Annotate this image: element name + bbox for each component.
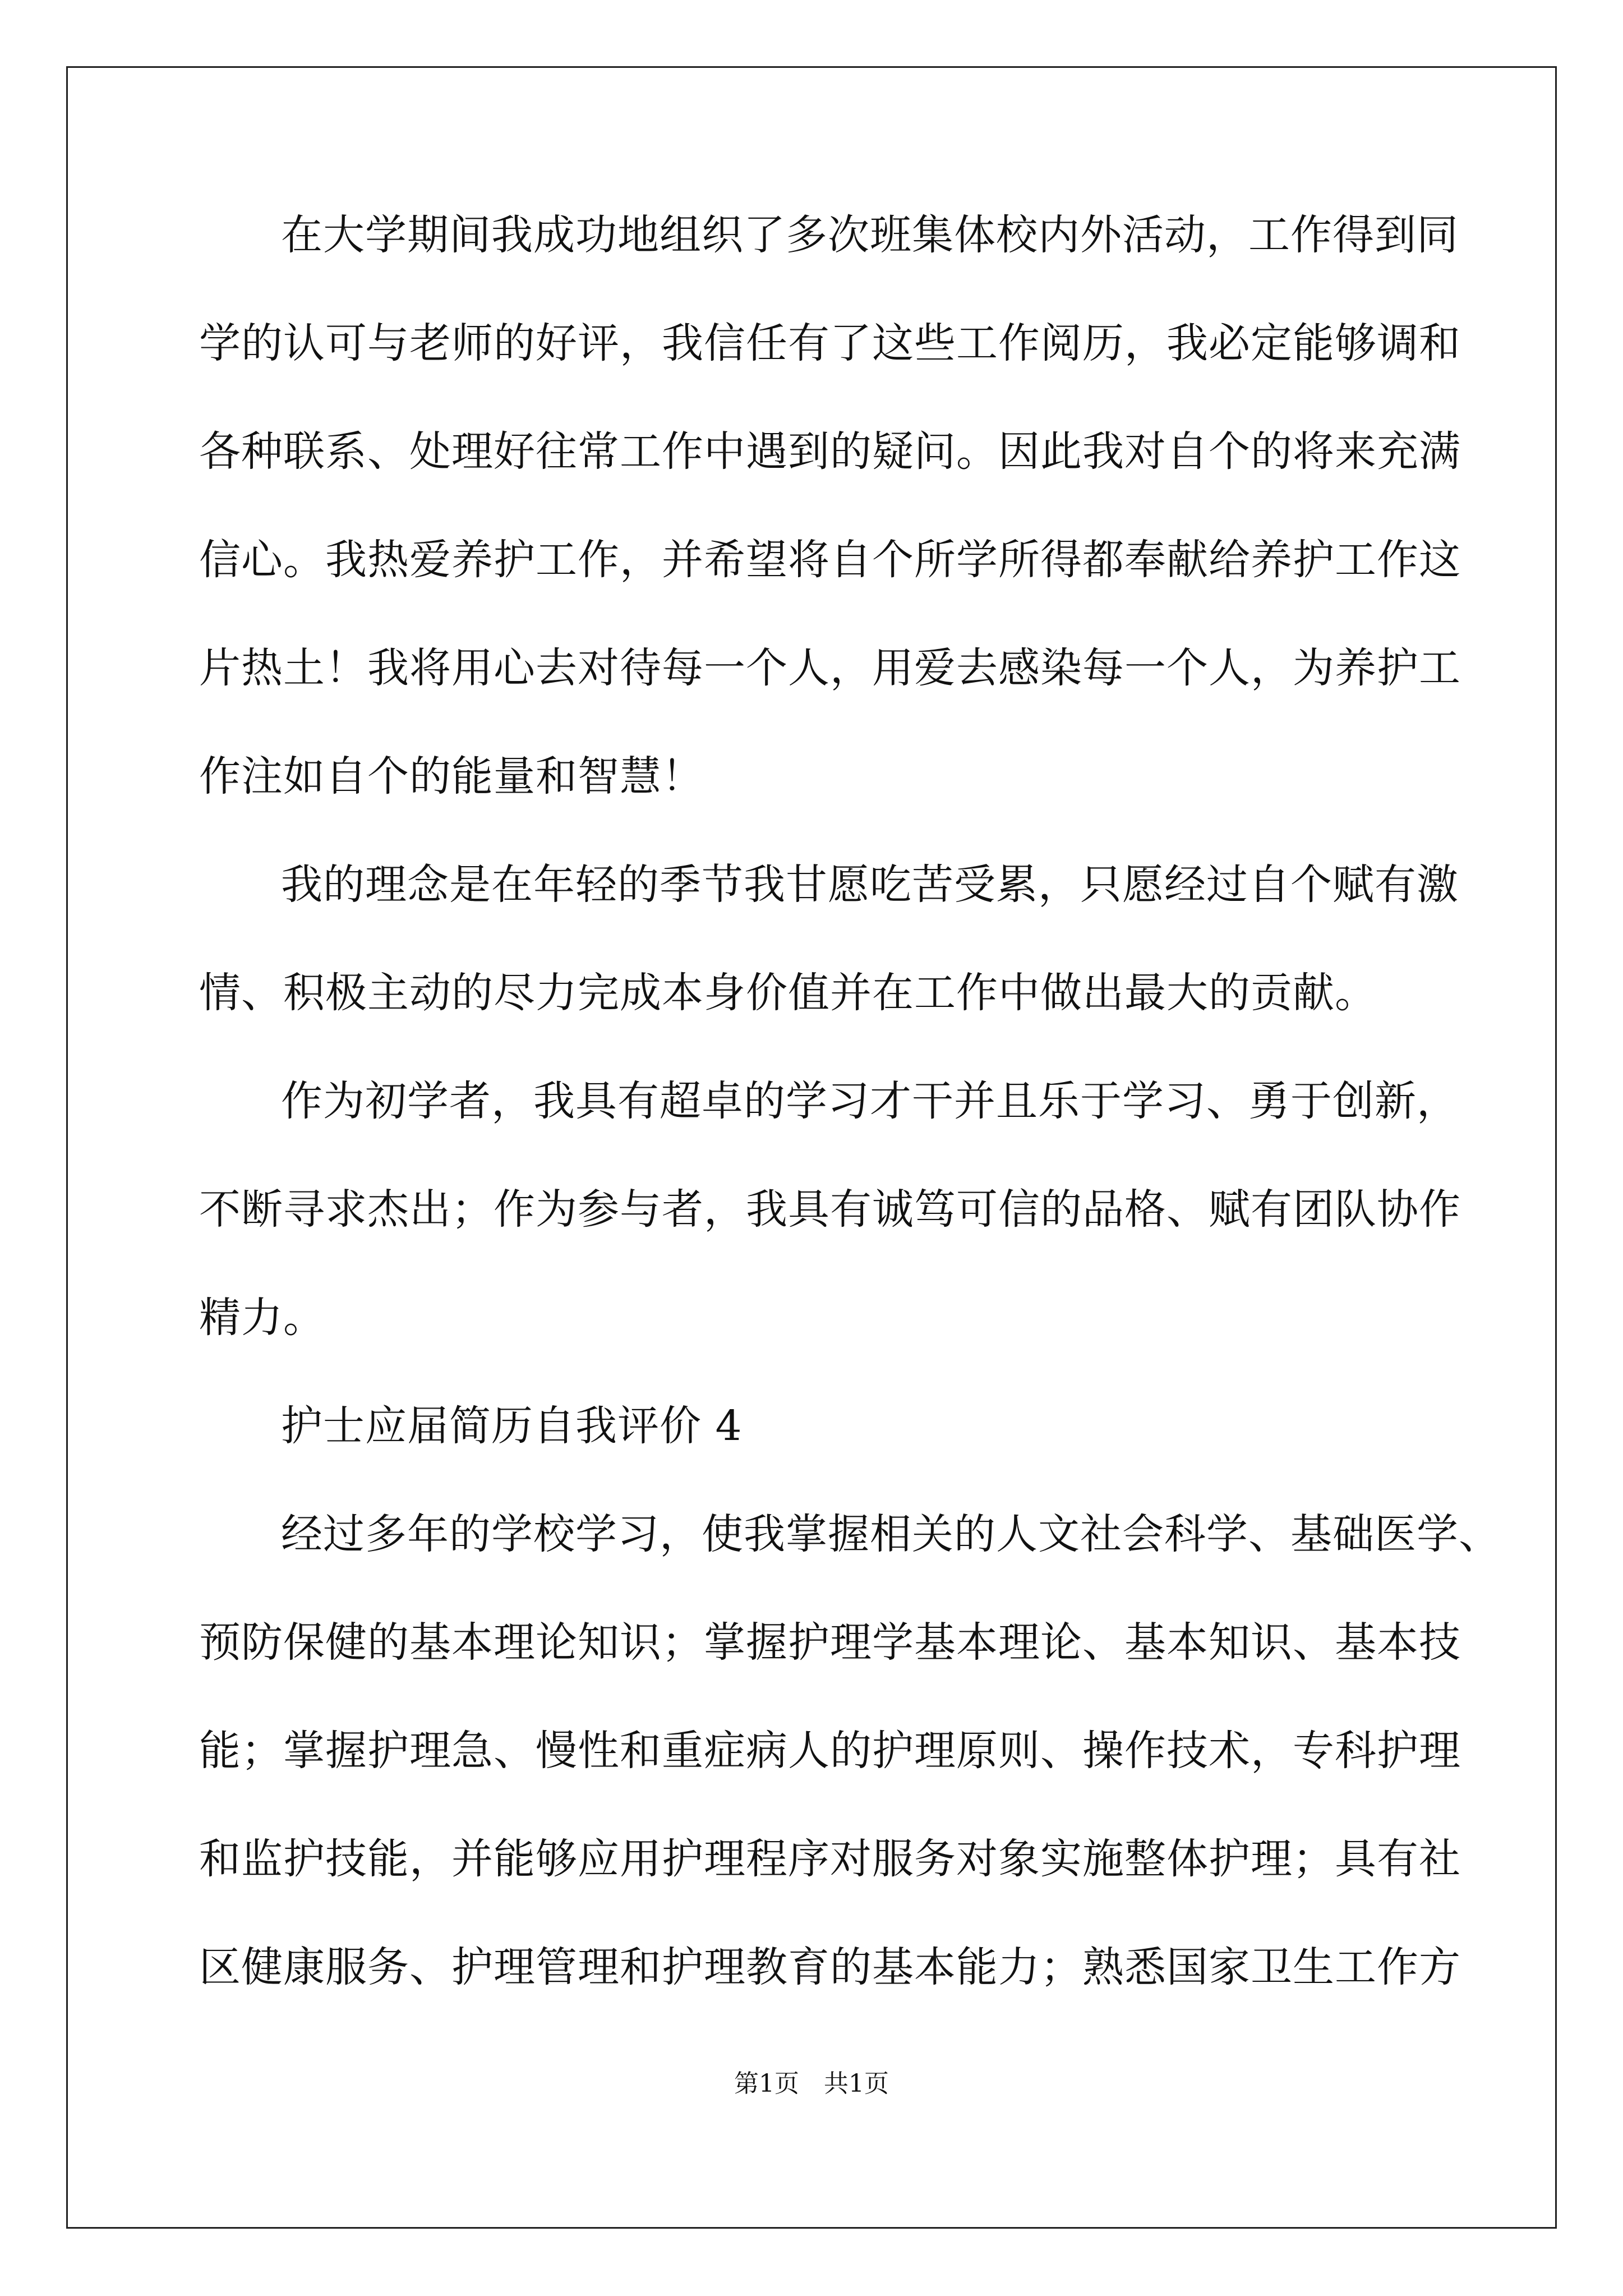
- text-line: 各种联系、处理好往常工作中遇到的疑问。因此我对自个的将来充满: [199, 427, 1461, 476]
- text-line: 和监护技能，并能够应用护理程序对服务对象实施整体护理；具有社: [199, 1835, 1461, 1883]
- text-line: 作为初学者，我具有超卓的学习才干并且乐于学习、勇于创新，: [281, 1077, 1459, 1125]
- text-line: 在大学期间我成功地组织了多次班集体校内外活动，工作得到同: [281, 211, 1459, 259]
- text-line: 信心。我热爱养护工作，并希望将自个所学所得都奉献给养护工作这: [199, 536, 1461, 584]
- text-line: 区健康服务、护理管理和护理教育的基本能力；熟悉国家卫生工作方: [199, 1943, 1461, 1991]
- text-line: 不断寻求杰出；作为参与者，我具有诚笃可信的品格、赋有团队协作: [199, 1185, 1461, 1234]
- text-line: 精力。: [199, 1294, 325, 1342]
- section-heading: 护士应届简历自我评价 4: [281, 1402, 743, 1450]
- document-body: [199, 211, 1501, 2054]
- page-footer: 第1页 共1页: [734, 2069, 889, 2098]
- text-line: 片热土！我将用心去对待每一个人，用爱去感染每一个人，为养护工: [199, 644, 1461, 692]
- text-line: 预防保健的基本理论知识；掌握护理学基本理论、基本知识、基本技: [199, 1618, 1461, 1667]
- text-line: 学的认可与老师的好评，我信任有了这些工作阅历，我必定能够调和: [199, 319, 1461, 367]
- text-line: 能；掌握护理急、慢性和重症病人的护理原则、操作技术，专科护理: [199, 1727, 1461, 1775]
- text-line: 作注如自个的能量和智慧！: [199, 752, 704, 800]
- text-line: 情、积极主动的尽力完成本身价值并在工作中做出最大的贡献。: [199, 969, 1377, 1017]
- text-line: 经过多年的学校学习，使我掌握相关的人文社会科学、基础医学、: [281, 1510, 1501, 1558]
- text-line: 我的理念是在年轻的季节我甘愿吃苦受累，只愿经过自个赋有激: [281, 861, 1459, 909]
